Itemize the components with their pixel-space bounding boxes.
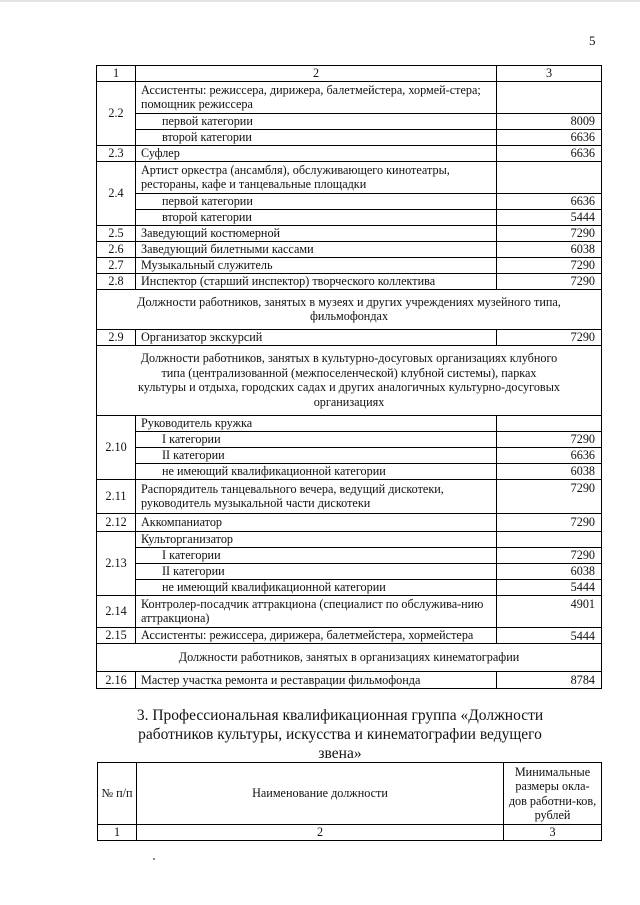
- position-name: Руководитель кружка: [136, 415, 497, 431]
- salary-value: 6038: [497, 241, 602, 257]
- salary-value: 7290: [497, 513, 602, 531]
- col-number-cell: 3: [504, 825, 602, 841]
- salary-table-section-3: [97, 762, 602, 841]
- position-name: Культорганизатор: [136, 531, 497, 547]
- col-number-cell: 1: [98, 825, 137, 841]
- salary-value: [497, 415, 602, 431]
- row-number: 2.9: [97, 329, 136, 345]
- row-number: 2.13: [97, 531, 136, 595]
- scan-speck: [153, 858, 155, 860]
- column-header-number: № п/п: [98, 763, 137, 825]
- salary-value: 6636: [497, 129, 602, 145]
- table-header-row: [98, 763, 602, 825]
- section-row: [97, 345, 602, 415]
- table-row: [97, 513, 602, 531]
- table-row: [97, 209, 602, 225]
- position-name: Распорядитель танцевального вечера, ведущий дискотеки, руководитель музыкальной части дискотеки: [136, 479, 497, 513]
- table-row: [97, 563, 602, 579]
- row-number: 2.2: [97, 81, 136, 145]
- salary-value: 5444: [497, 627, 602, 644]
- salary-value: 7290: [497, 329, 602, 345]
- row-number: 2.5: [97, 225, 136, 241]
- column-number-row: [97, 66, 602, 82]
- table-row: [97, 273, 602, 289]
- col-number-cell: 3: [497, 66, 602, 82]
- category-name: второй категории: [136, 209, 497, 225]
- row-number: 2.6: [97, 241, 136, 257]
- position-name: Артист оркестра (ансамбля), обслуживающего кинотеатры, рестораны, кафе и танцевальные площадки: [136, 161, 497, 193]
- salary-value: 7290: [497, 431, 602, 447]
- category-name: II категории: [136, 563, 497, 579]
- row-number: 2.8: [97, 273, 136, 289]
- row-number: 2.12: [97, 513, 136, 531]
- section-heading-cinema: Должности работников, занятых в организациях кинематографии: [97, 644, 602, 672]
- position-name: Ассистенты: режиссера, дирижера, балетмейстера, хормей-стера; помощник режиссера: [136, 81, 497, 113]
- salary-value: 7290: [497, 547, 602, 563]
- salary-value: 7290: [497, 225, 602, 241]
- table-row: [97, 193, 602, 209]
- table-row: [97, 431, 602, 447]
- salary-value: 6038: [497, 463, 602, 479]
- salary-value: 6636: [497, 145, 602, 161]
- table-row: [97, 672, 602, 689]
- position-name: Заведующий билетными кассами: [136, 241, 497, 257]
- table-row: [97, 547, 602, 563]
- row-number: 2.4: [97, 161, 136, 225]
- col-number-cell: 2: [136, 66, 497, 82]
- row-number: 2.16: [97, 672, 136, 689]
- table-row: [97, 447, 602, 463]
- section-row: [97, 289, 602, 329]
- position-name: Контролер-посадчик аттракциона (специалист по обслужива-нию аттракциона): [136, 595, 497, 627]
- col-number-cell: 2: [137, 825, 504, 841]
- salary-value: [497, 81, 602, 113]
- row-number: 2.11: [97, 479, 136, 513]
- position-name: Ассистенты: режиссера, дирижера, балетмейстера, хормейстера: [136, 627, 497, 644]
- section-row: [97, 644, 602, 672]
- table-row: [97, 531, 602, 547]
- salary-value: 7290: [497, 273, 602, 289]
- table-row: [97, 225, 602, 241]
- table-row: [97, 81, 602, 113]
- position-name: Музыкальный служитель: [136, 257, 497, 273]
- salary-value: 8784: [497, 672, 602, 689]
- category-name: первой категории: [136, 113, 497, 129]
- salary-value: 4901: [497, 595, 602, 627]
- salary-value: 6636: [497, 447, 602, 463]
- table-row: [97, 463, 602, 479]
- table-row: [97, 479, 602, 513]
- position-name: Мастер участка ремонта и реставрации фильмофонда: [136, 672, 497, 689]
- table-row: [97, 145, 602, 161]
- table-row: [97, 415, 602, 431]
- salary-value: 5444: [497, 579, 602, 595]
- table-row: [97, 627, 602, 644]
- col-number-cell: 1: [97, 66, 136, 82]
- salary-value: [497, 161, 602, 193]
- row-number: 2.15: [97, 627, 136, 644]
- row-number: 2.7: [97, 257, 136, 273]
- column-header-position: Наименование должности: [137, 763, 504, 825]
- salary-value: 8009: [497, 113, 602, 129]
- table-row: [97, 129, 602, 145]
- section-heading-museums: Должности работников, занятых в музеях и других учреждениях музейного типа, фильмофондах: [97, 289, 602, 329]
- table-row: [97, 257, 602, 273]
- column-header-salary: Минимальные размеры окла-дов работни-ков, рублей: [504, 763, 602, 825]
- row-number: 2.14: [97, 595, 136, 627]
- category-name: I категории: [136, 547, 497, 563]
- salary-value: [497, 531, 602, 547]
- position-name: Заведующий костюмерной: [136, 225, 497, 241]
- position-name: Организатор экскурсий: [136, 329, 497, 345]
- row-number: 2.10: [97, 415, 136, 479]
- top-edge-rule: [0, 0, 640, 2]
- position-name: Инспектор (старший инспектор) творческого коллектива: [136, 273, 497, 289]
- category-name: не имеющий квалификационной категории: [136, 579, 497, 595]
- salary-value: 7290: [497, 257, 602, 273]
- section-heading-clubs: Должности работников, занятых в культурно-досуговых организациях клубного типа (централизованной (межпоселенческой) клубной системы), парках культуры и отдыха, городских садах и других аналогичных культурно-досуговых организациях: [97, 345, 602, 415]
- table-row: [97, 329, 602, 345]
- column-number-row: [98, 825, 602, 841]
- salary-value: 6038: [497, 563, 602, 579]
- category-name: первой категории: [136, 193, 497, 209]
- category-name: II категории: [136, 447, 497, 463]
- salary-value: 7290: [497, 479, 602, 513]
- position-name: Суфлер: [136, 145, 497, 161]
- salary-value: 6636: [497, 193, 602, 209]
- page-number: 5: [589, 33, 596, 48]
- table-row: [97, 579, 602, 595]
- position-name: Аккомпаниатор: [136, 513, 497, 531]
- salary-value: 5444: [497, 209, 602, 225]
- category-name: не имеющий квалификационной категории: [136, 463, 497, 479]
- table-row: [97, 113, 602, 129]
- category-name: второй категории: [136, 129, 497, 145]
- table-row: [97, 595, 602, 627]
- category-name: I категории: [136, 431, 497, 447]
- table-row: [97, 161, 602, 193]
- section-3-heading: 3. Профессиональная квалификационная группа «Должности работников культуры, искусства и кинематографии ведущего звена»: [136, 707, 544, 762]
- row-number: 2.3: [97, 145, 136, 161]
- table-row: [97, 241, 602, 257]
- salary-table-continued: [96, 65, 602, 689]
